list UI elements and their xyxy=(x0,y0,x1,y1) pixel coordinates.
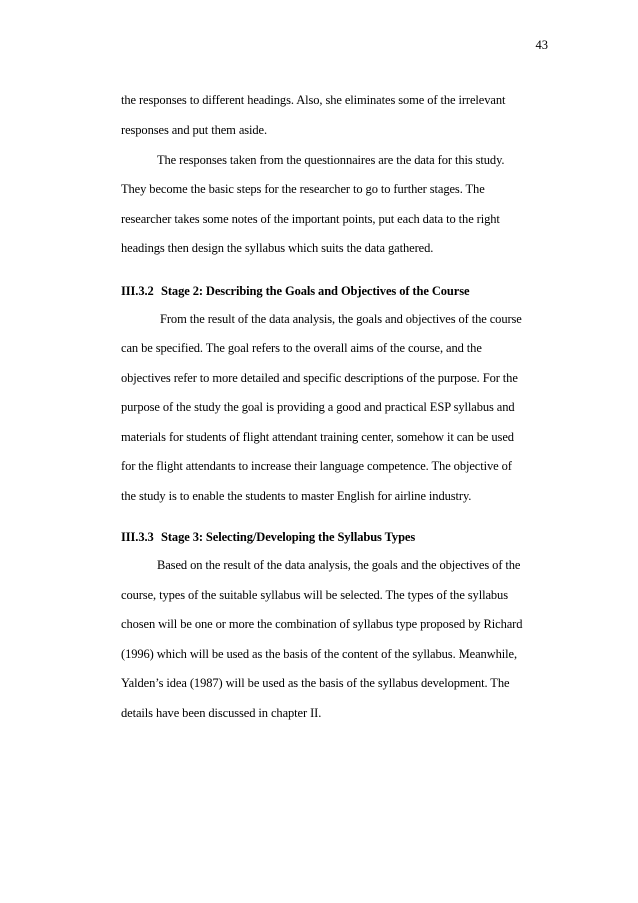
section-title: Stage 2: Describing the Goals and Objectives of the Course xyxy=(161,284,470,298)
section-title: Stage 3: Selecting/Developing the Syllabus Types xyxy=(161,530,416,544)
page-number: 43 xyxy=(535,38,548,52)
body-line: the study is to enable the students to master English for airline industry. xyxy=(121,489,472,503)
body-line: details have been discussed in chapter II. xyxy=(121,706,322,720)
body-line: From the result of the data analysis, the goals and objectives of the course xyxy=(160,312,522,326)
body-line: Yalden’s idea (1987) will be used as the basis of the syllabus development. The xyxy=(121,676,510,690)
body-line: materials for students of flight attendant training center, somehow it can be used xyxy=(121,430,514,444)
section-heading-3-3 xyxy=(121,530,415,545)
body-line: for the flight attendants to increase their language competence. The objective of xyxy=(121,459,512,473)
section-number: III.3.3 xyxy=(121,530,154,544)
body-line: The responses taken from the questionnaires are the data for this study. xyxy=(157,153,505,167)
section-heading-3-2 xyxy=(121,284,469,299)
section-number: III.3.2 xyxy=(121,284,154,298)
body-line: purpose of the study the goal is providing a good and practical ESP syllabus and xyxy=(121,400,515,414)
body-line: headings then design the syllabus which suits the data gathered. xyxy=(121,241,434,255)
body-line: chosen will be one or more the combination of syllabus type proposed by Richard xyxy=(121,617,523,631)
body-line: the responses to different headings. Also, she eliminates some of the irrelevant xyxy=(121,93,506,107)
body-line: responses and put them aside. xyxy=(121,123,268,137)
body-line: (1996) which will be used as the basis of the content of the syllabus. Meanwhile, xyxy=(121,647,517,661)
body-line: researcher takes some notes of the important points, put each data to the right xyxy=(121,212,500,226)
body-line: They become the basic steps for the researcher to go to further stages. The xyxy=(121,182,485,196)
body-line: Based on the result of the data analysis, the goals and the objectives of the xyxy=(157,558,521,572)
body-line: objectives refer to more detailed and specific descriptions of the purpose. For the xyxy=(121,371,518,385)
body-line: course, types of the suitable syllabus will be selected. The types of the syllabus xyxy=(121,588,508,602)
body-line: can be specified. The goal refers to the overall aims of the course, and the xyxy=(121,341,482,355)
